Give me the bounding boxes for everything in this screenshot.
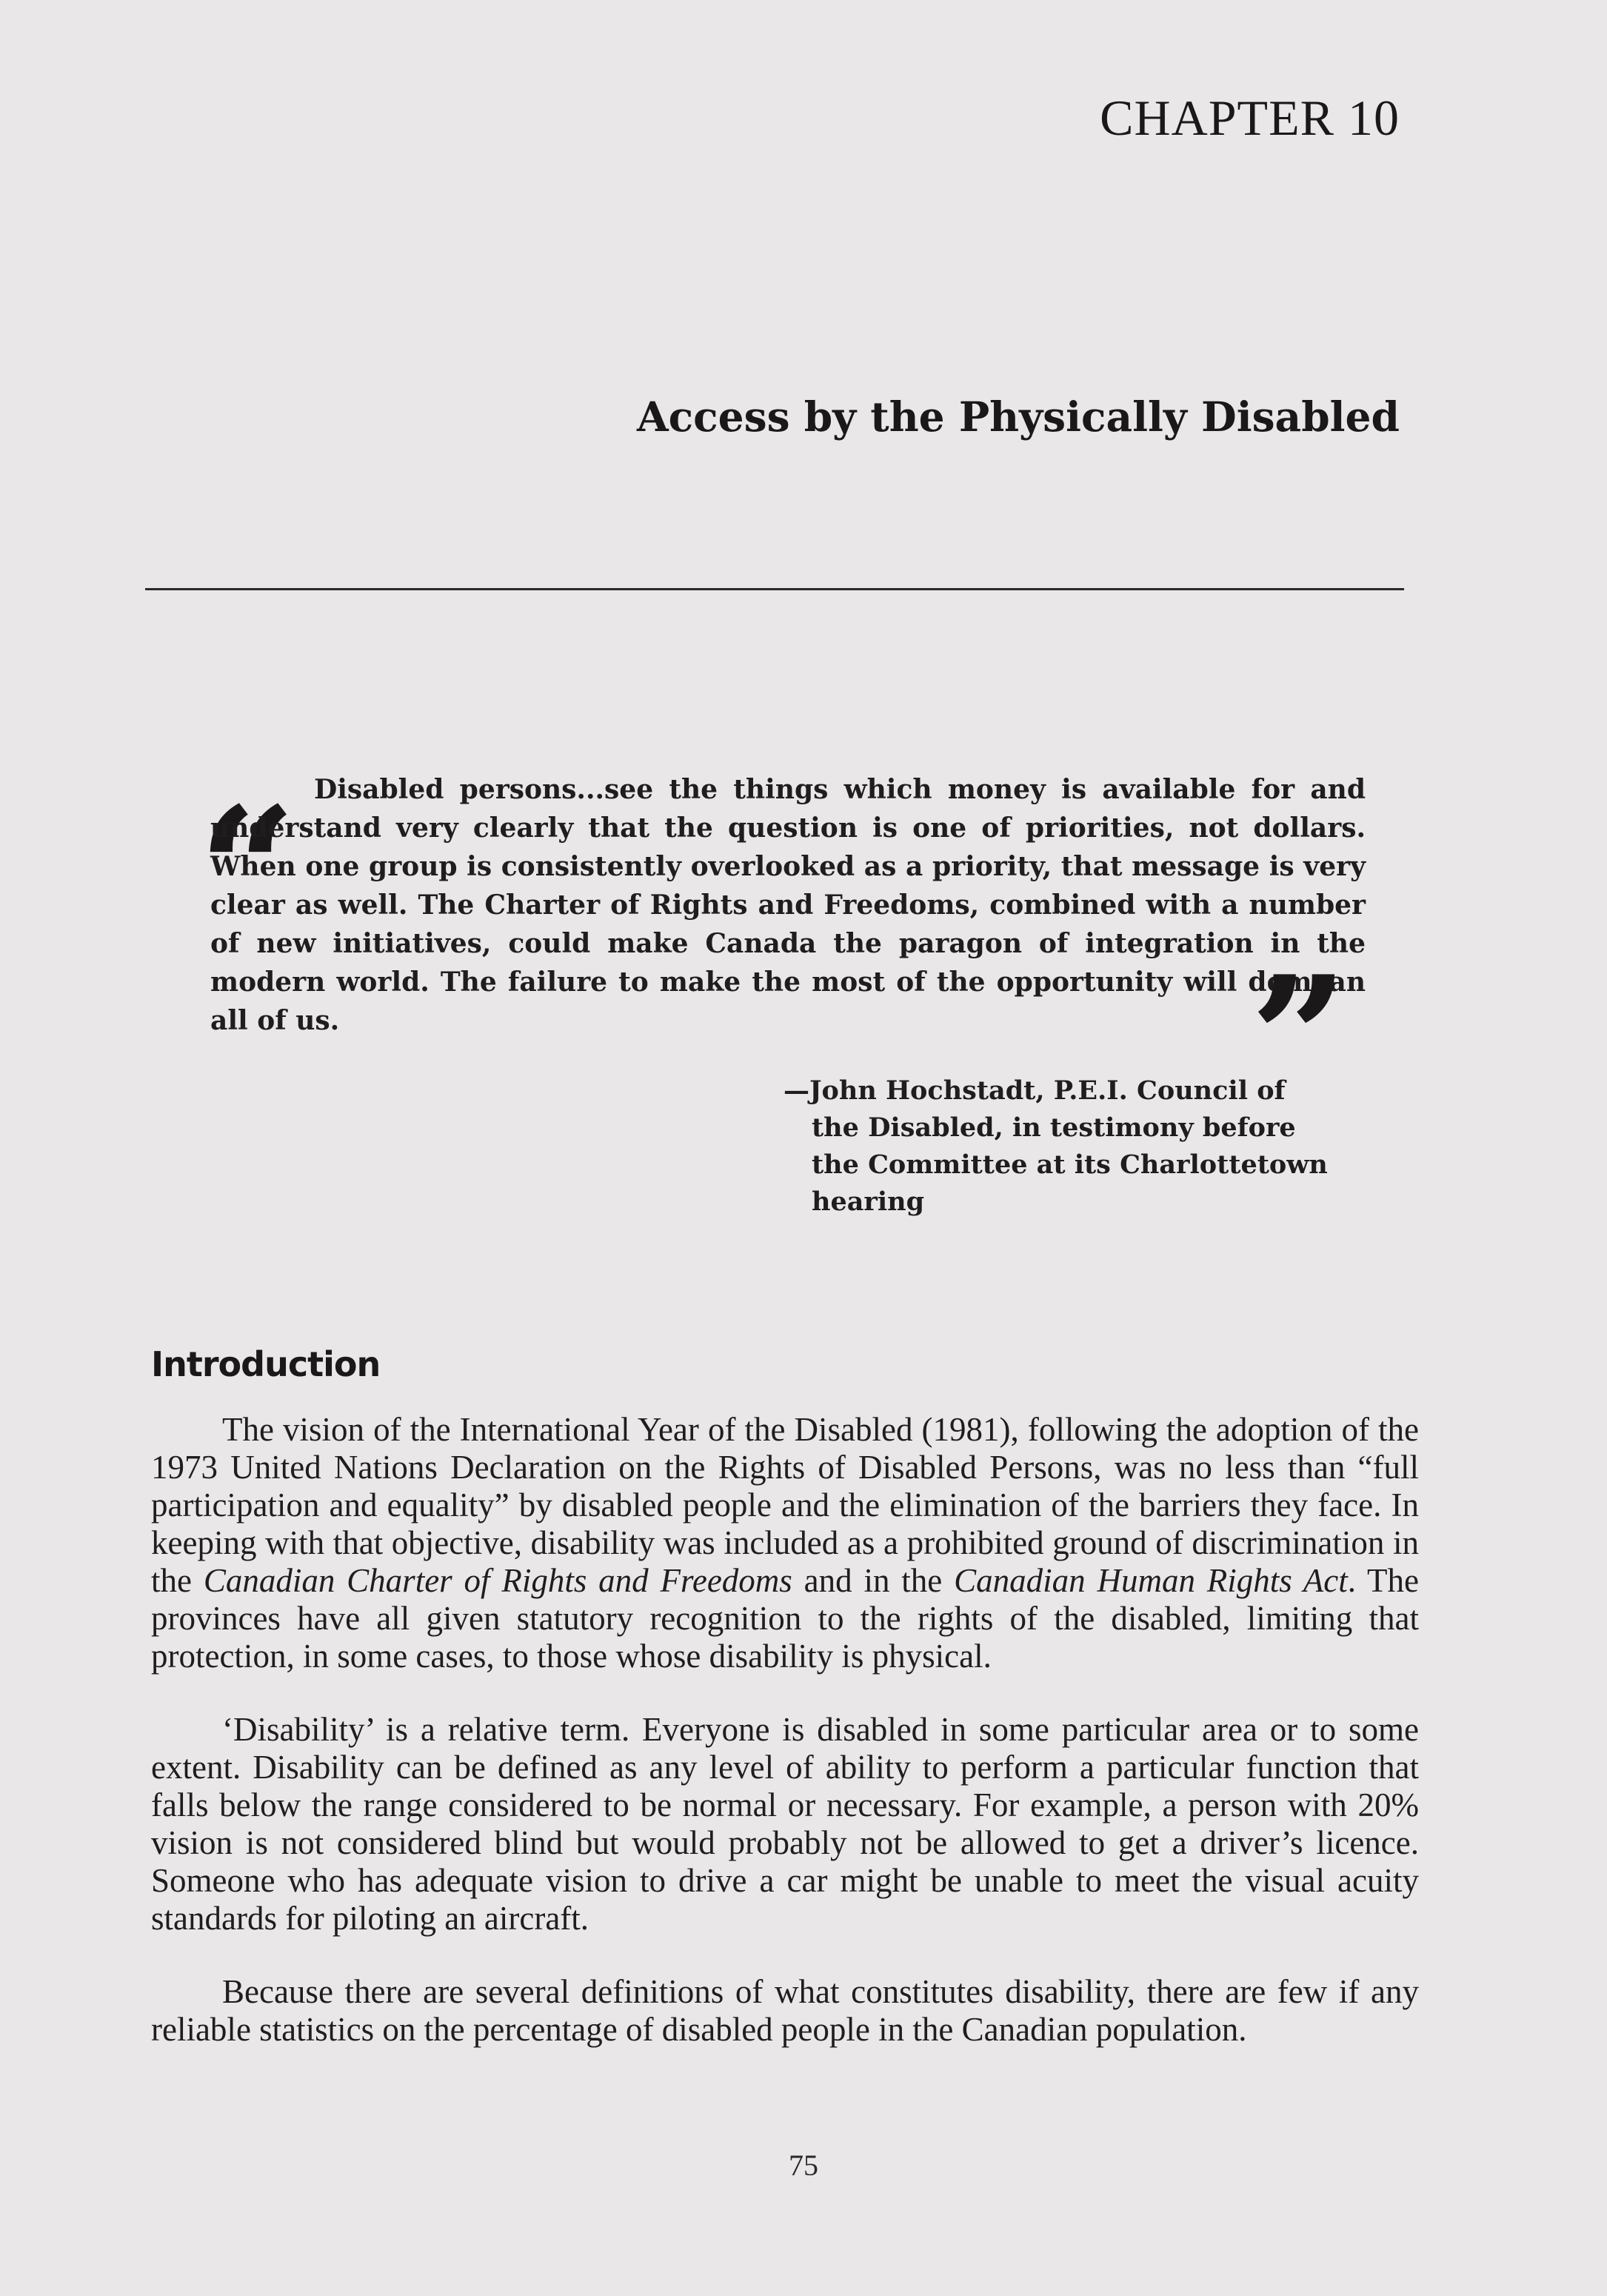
quote-text: Disabled persons...see the things which money is available for and understand very clearly that the question is one of priorities, not dollars. When one group is consistently overlooked as a priority, that message is very clear as well. The Charter of Rights and Freedoms, combined with a number of new initiatives, could make Canada the paragon of integration in the modern world. The failure to make the most of the opportunity will demean all of us.	[210, 774, 1366, 1036]
paragraph	[151, 1411, 1419, 1675]
attribution-line: —John Hochstadt, P.E.I. Council of	[784, 1075, 1286, 1106]
italic-title: Canadian Charter of Rights and Freedoms	[203, 1562, 792, 1599]
chapter-label: CHAPTER 10	[1100, 90, 1400, 146]
chapter-title: Access by the Physically Disabled	[637, 393, 1400, 441]
pull-quote	[178, 770, 1422, 1229]
close-quote-mark: ”	[1250, 939, 1349, 1139]
page-number: 75	[789, 2149, 818, 2182]
attribution-line: hearing	[812, 1187, 925, 1217]
title-divider	[145, 588, 1404, 590]
attribution-line: the Committee at its Charlottetown	[812, 1149, 1328, 1180]
section-heading: Introduction	[151, 1344, 381, 1384]
paragraph-text: The vision of the International Year of the Disabled (1981), following the adoption of the 1973 United Nations Declaration on the Rights of Disabled Persons, was no less than “full participation and equality” by disabled people and the elimination of the barriers they face. In keeping with that objective, disability was included as a prohibited ground of discrimination in the	[151, 1411, 1419, 1599]
paragraph-text: and in the	[792, 1562, 955, 1599]
body-text	[151, 1411, 1419, 2084]
attribution-line: the Disabled, in testimony before	[812, 1112, 1296, 1143]
open-quote-mark: “	[198, 770, 297, 970]
paragraph: ‘Disability’ is a relative term. Everyone is disabled in some particular area or to some extent. Disability can be defined as any level of ability to perform a particular function that falls below the range considered to be normal or necessary. For example, a person with 20% vision is not considered blind but would probably not be allowed to get a driver’s licence. Someone who has adequate vision to drive a car might be unable to meet the visual acuity standards for piloting an aircraft.	[151, 1711, 1419, 1937]
italic-title: Canadian Human Rights Act	[954, 1562, 1348, 1599]
paragraph-text: . The provinces have all given statutory recognition to the rights of the disabled, limiting that protection, in some cases, to those whose disability is physical.	[151, 1562, 1420, 1675]
paragraph: Because there are several definitions of what constitutes disability, there are few if any reliable statistics on the percentage of disabled people in the Canadian population.	[151, 1973, 1419, 2048]
quote-attribution	[784, 1072, 1391, 1221]
